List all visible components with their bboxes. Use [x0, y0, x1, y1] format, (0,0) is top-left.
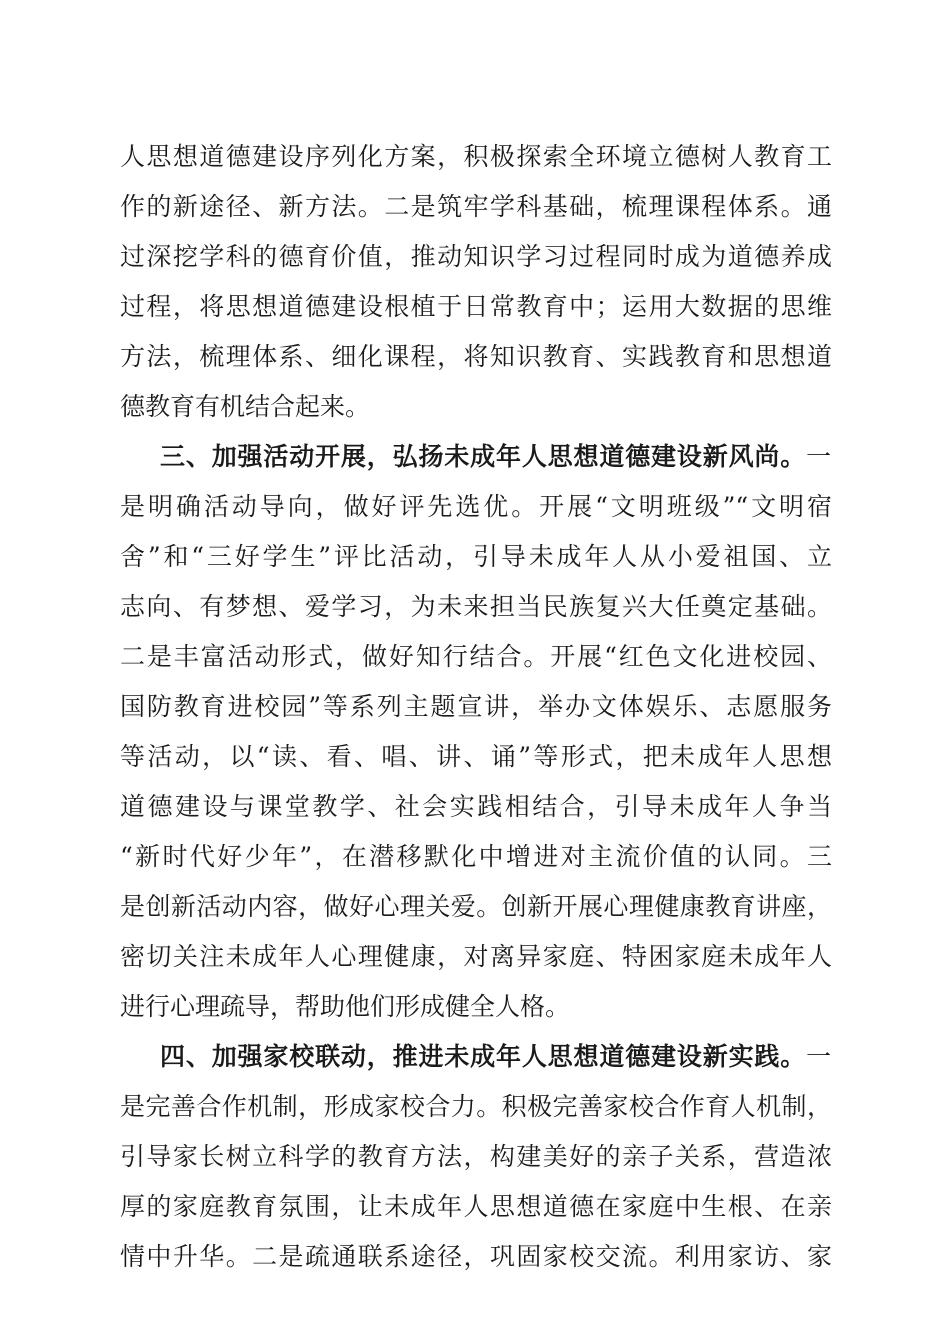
paragraph-2-line-2: 是明确活动导向，做好评先选优。开展“文明班级”“文明宿	[120, 492, 832, 521]
paragraph-1-line-1: 人思想道德建设序列化方案，积极探索全环境立德树人教育工	[120, 142, 832, 171]
paragraph-2-first-line	[160, 437, 832, 477]
section-heading-3: 三、加强活动开展，弘扬未成年人思想道德建设新风尚。	[160, 442, 807, 471]
paragraph-1-line-4: 过程，将思想道德建设根植于日常教育中；运用大数据的思维	[120, 292, 832, 321]
paragraph-2-line-6: 国防教育进校园”等系列主题宣讲，举办文体娱乐、志愿服务	[120, 692, 832, 721]
paragraph-3-first-line	[160, 1037, 832, 1077]
paragraph-3-line-3: 引导家长树立科学的教育方法，构建美好的亲子关系，营造浓	[120, 1142, 832, 1171]
paragraph-1-line-6: 德教育有机结合起来。	[120, 392, 371, 421]
paragraph-1-line-2: 作的新途径、新方法。二是筑牢学科基础，梳理课程体系。通	[120, 192, 832, 221]
paragraph-2-line-1-tail: 一	[806, 442, 832, 471]
paragraph-2-line-5: 二是丰富活动形式，做好知行结合。开展“红色文化进校园、	[120, 642, 832, 671]
paragraph-3-line-4: 厚的家庭教育氛围，让未成年人思想道德在家庭中生根、在亲	[120, 1192, 832, 1221]
paragraph-2-line-8: 道德建设与课堂教学、社会实践相结合，引导未成年人争当	[120, 792, 832, 821]
paragraph-3-line-2: 是完善合作机制，形成家校合力。积极完善家校合作育人机制，	[120, 1092, 832, 1121]
paragraph-2-line-11: 密切关注未成年人心理健康，对离异家庭、特困家庭未成年人	[120, 942, 832, 971]
paragraph-2-line-4: 志向、有梦想、爱学习，为未来担当民族复兴大任奠定基础。	[120, 592, 832, 621]
paragraph-3-line-5: 情中升华。二是疏通联系途径，巩固家校交流。利用家访、家	[120, 1242, 832, 1271]
section-heading-4: 四、加强家校联动，推进未成年人思想道德建设新实践。	[160, 1042, 807, 1071]
paragraph-2-line-10: 是创新活动内容，做好心理关爱。创新开展心理健康教育讲座，	[120, 892, 832, 921]
paragraph-2-line-12: 进行心理疏导，帮助他们形成健全人格。	[120, 992, 571, 1021]
paragraph-3-line-1-tail: 一	[806, 1042, 832, 1071]
paragraph-2-line-9: “新时代好少年”，在潜移默化中增进对主流价值的认同。三	[120, 842, 832, 871]
paragraph-2-line-3: 舍”和“三好学生”评比活动，引导未成年人从小爱祖国、立	[120, 542, 832, 571]
paragraph-1-line-3: 过深挖学科的德育价值，推动知识学习过程同时成为道德养成	[120, 242, 832, 271]
paragraph-1-line-5: 方法，梳理体系、细化课程，将知识教育、实践教育和思想道	[120, 342, 832, 371]
paragraph-2-line-7: 等活动，以“读、看、唱、讲、诵”等形式，把未成年人思想	[120, 742, 832, 771]
